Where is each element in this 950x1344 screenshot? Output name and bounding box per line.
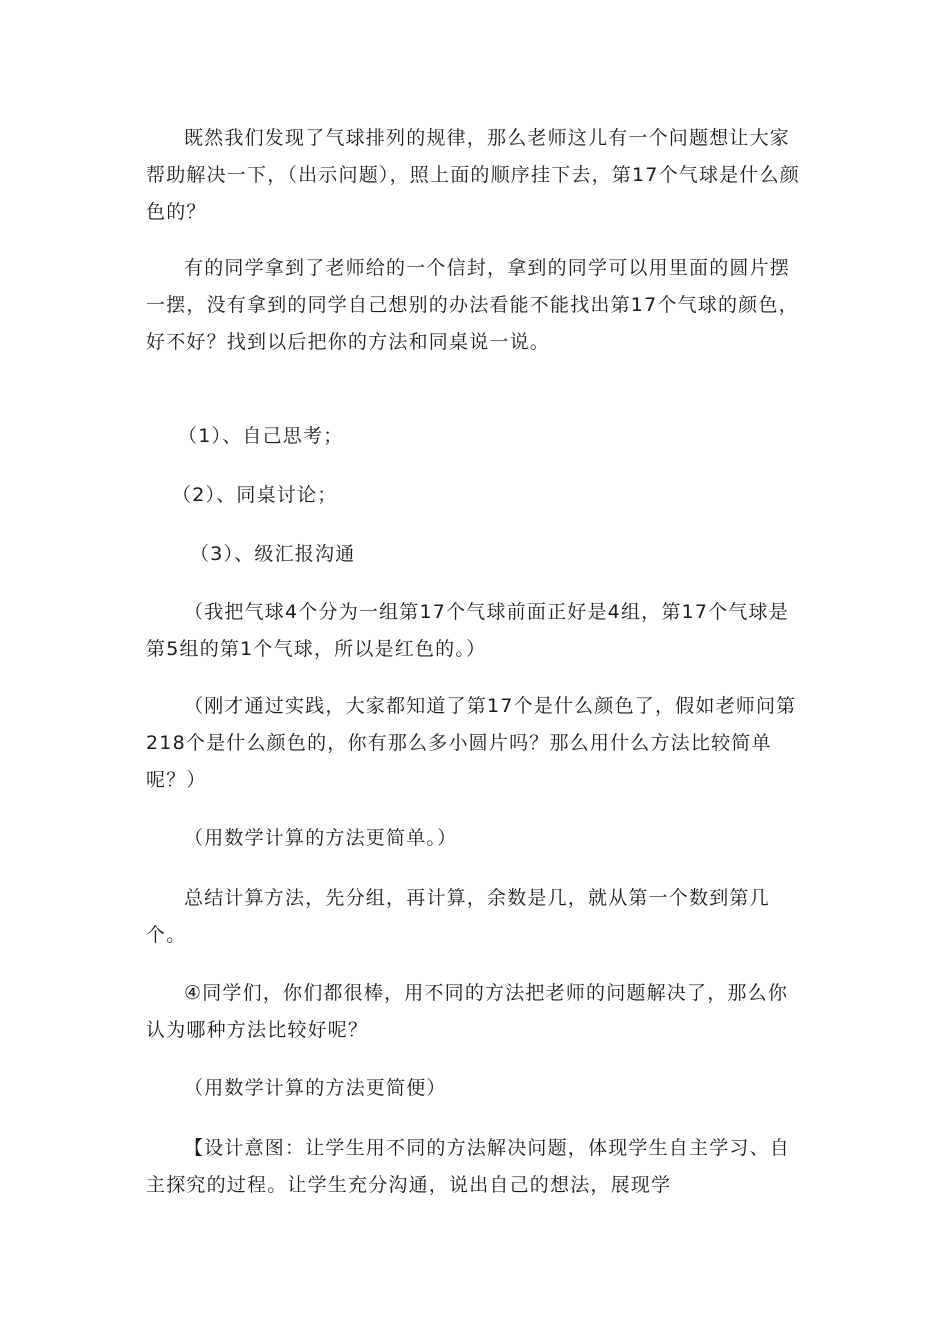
paragraph-group-answer: （我把气球4个分为一组第17个气球前面正好是4组，第17个气球是第5组的第1个气球，所以是红色的。） — [146, 601, 789, 660]
paragraph-math-easier: （用数学计算的方法更简便） — [184, 1077, 447, 1099]
paragraph-math-simpler: （用数学计算的方法更简单。） — [184, 827, 458, 849]
paragraph-balloon-question: 既然我们发现了气球排列的规律，那么老师这儿有一个问题想让大家帮助解决一下，（出示问题），照上面的顺序挂下去，第17个气球是什么颜色的？ — [146, 127, 800, 223]
paragraph-summary-method: 总结计算方法，先分组，再计算，余数是几，就从第一个数到第几个。 — [146, 887, 770, 946]
paragraph-design-intent: 【设计意图：让学生用不同的方法解决问题，体现学生自主学习、自主探究的过程。让学生充分沟通，说出自己的想法，展现学 — [146, 1137, 791, 1196]
step-think-alone: （1）、自己思考； — [178, 425, 344, 447]
paragraph-which-method: ④同学们，你们都很棒，用不同的方法把老师的问题解决了，那么你认为哪种方法比较好呢？ — [146, 982, 789, 1041]
step-class-report: （3）、级汇报沟通 — [190, 543, 356, 565]
paragraph-218-question: （刚才通过实践，大家都知道了第17个是什么颜色了，假如老师问第218个是什么颜色的，你有那么多小圆片吗？那么用什么方法比较简单呢？） — [146, 695, 797, 791]
step-desk-mate-discussion: （2）、同桌讨论； — [172, 484, 338, 506]
paragraph-envelope-activity: 有的同学拿到了老师给的一个信封，拿到的同学可以用里面的圆片摆一摆，没有拿到的同学自己想别的办法看能不能找出第17个气球的颜色，好不好？找到以后把你的方法和同桌说一说。 — [146, 257, 799, 353]
